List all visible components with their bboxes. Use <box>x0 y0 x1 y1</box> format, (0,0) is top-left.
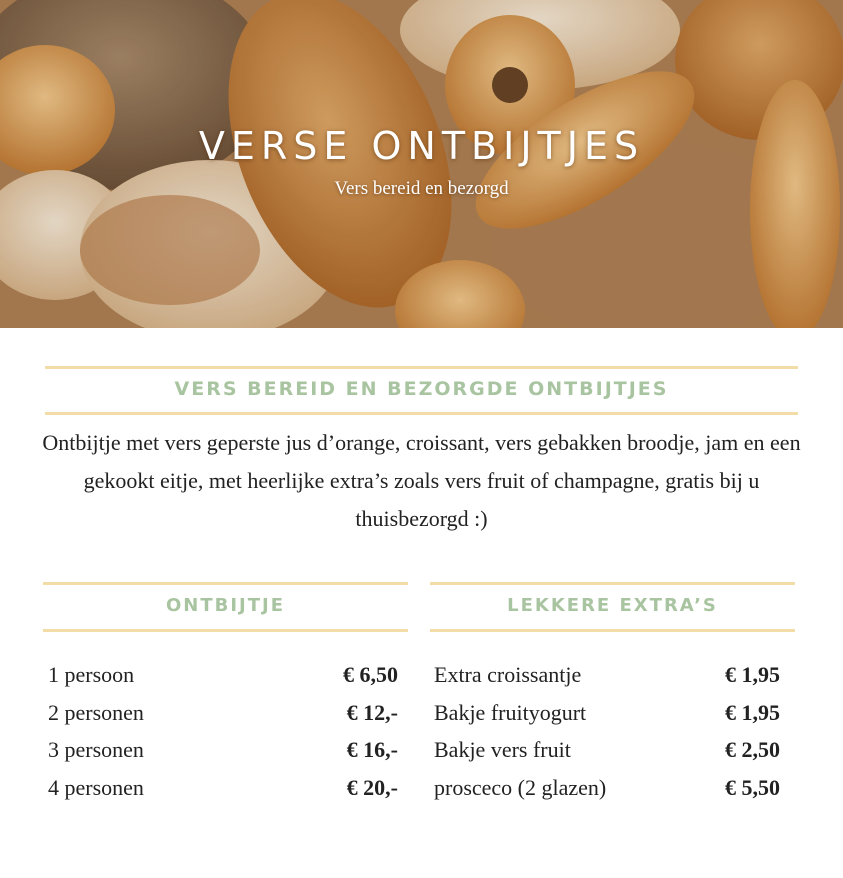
item-label: Bakje vers fruit <box>434 737 571 762</box>
item-price: € 6,50 <box>343 662 398 687</box>
hero-subtitle: Vers bereid en bezorgd <box>334 178 509 199</box>
list-item <box>434 700 780 738</box>
ontbijtje-top-divider <box>43 582 408 585</box>
list-item <box>434 775 780 813</box>
heading-divider <box>45 412 798 415</box>
ontbijtje-heading: ONTBIJTJE <box>165 595 286 616</box>
ontbijtje-price-list <box>48 662 398 812</box>
top-divider <box>45 366 798 369</box>
item-label: Extra croissantje <box>434 662 582 687</box>
item-price: € 2,50 <box>725 737 780 762</box>
item-label: 3 personen <box>48 737 144 762</box>
list-item <box>48 700 398 738</box>
extras-bottom-divider <box>430 629 795 632</box>
item-label: 2 personen <box>48 699 144 725</box>
item-label: Bakje fruityogurt <box>434 699 587 725</box>
item-price: € 16,- <box>346 737 398 762</box>
item-price: € 5,50 <box>725 774 780 800</box>
extras-price-list <box>434 662 780 812</box>
list-item <box>434 662 780 700</box>
list-item <box>48 737 398 775</box>
item-price: € 1,95 <box>725 699 780 725</box>
hero-banner <box>0 0 843 328</box>
item-price: € 1,95 <box>725 662 780 687</box>
item-price: € 12,- <box>346 699 398 725</box>
item-label: 1 persoon <box>48 662 135 687</box>
list-item <box>48 775 398 813</box>
hero-title: VERSE ONTBIJTJES <box>198 124 645 168</box>
extras-top-divider <box>430 582 795 585</box>
list-item <box>434 737 780 775</box>
section-heading: VERS BEREID EN BEZORGDE ONTBIJTJES <box>174 378 669 400</box>
list-item <box>48 662 398 700</box>
item-label: 4 personen <box>48 774 144 800</box>
extras-heading: LEKKERE EXTRA’S <box>507 595 718 616</box>
item-label: prosceco (2 glazen) <box>434 774 607 800</box>
item-price: € 20,- <box>346 774 398 800</box>
description-text: Ontbijtje met vers geperste jus d’orange, croissant, vers gebakken broodje, jam en een gekookt eitje, met heerlijke extra’s zoals vers fruit of champagne, gratis bij u thuisbezorgd :) <box>42 430 801 531</box>
ontbijtje-bottom-divider <box>43 629 408 632</box>
